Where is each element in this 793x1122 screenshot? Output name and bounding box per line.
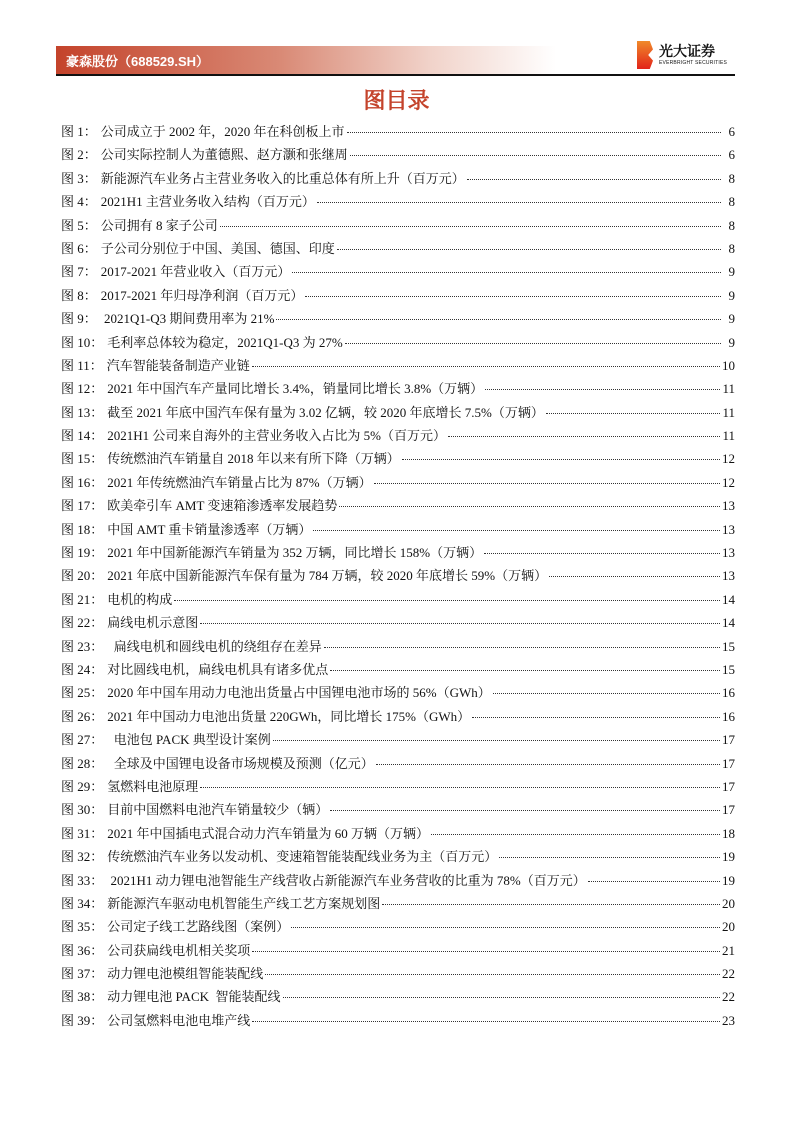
toc-leader [499,857,720,858]
toc-label: 图 27： [61,732,104,748]
toc-entry[interactable] [61,1009,735,1032]
toc-label: 图 5： [61,217,97,233]
logo-mark-icon [637,41,653,69]
toc-leader [200,787,720,788]
toc-label: 图 34： [61,895,104,911]
toc-label: 图 8： [61,287,97,303]
toc-leader [292,272,721,273]
company-name: 豪森股份（688529.SH） [66,54,210,69]
toc-title: 扁线电机和圆线电机的绕组存在差异 [107,638,322,654]
toc-entry[interactable] [61,471,735,494]
toc-entry[interactable] [61,728,735,751]
toc-leader [472,717,720,718]
toc-label: 图 7： [61,264,97,280]
toc-title: 对比圆线电机，扁线电机具有诸多优点 [107,661,329,677]
toc-page: 19 [722,872,735,888]
toc-leader [431,834,720,835]
toc-page: 11 [722,428,735,444]
toc-leader [374,483,720,484]
toc-entry[interactable] [61,564,735,587]
toc-page: 16 [722,685,735,701]
toc-label: 图 35： [61,919,104,935]
toc-leader [200,623,720,624]
toc-leader [588,881,720,882]
toc-entry[interactable] [61,143,735,166]
toc-page: 11 [722,381,735,397]
toc-leader [273,740,720,741]
toc-entry[interactable] [61,214,735,237]
toc-page: 20 [722,919,735,935]
toc-entry[interactable] [61,845,735,868]
toc-label: 图 12： [61,381,104,397]
toc-leader [330,670,720,671]
logo-en: EVERBRIGHT SECURITIES [659,60,728,66]
toc-label: 图 26： [61,708,104,724]
toc-entry[interactable] [61,985,735,1008]
toc-entry[interactable] [61,705,735,728]
toc-title: 2021 年中国新能源汽车销量为 352 万辆，同比增长 158%（万辆） [107,545,483,561]
toc-label: 图 28： [61,755,104,771]
toc-entry[interactable] [61,424,735,447]
toc-label: 图 33： [61,872,104,888]
toc-label: 图 31： [61,825,104,841]
toc-entry[interactable] [61,190,735,213]
figure-toc [61,120,735,1032]
toc-title: 2017-2021 年归母净利润（百万元） [100,287,304,303]
toc-label: 图 11： [61,357,103,373]
toc-page: 22 [722,966,735,982]
toc-entry[interactable] [61,307,735,330]
toc-title: 动力锂电池模组智能装配线 [107,966,264,982]
toc-title: 2021 年中国插电式混合动力汽车销量为 60 万辆（万辆） [107,825,430,841]
toc-title: 扁线电机示意图 [107,615,199,631]
toc-page: 17 [722,732,735,748]
toc-title: 公司拥有 8 家子公司 [100,217,218,233]
toc-entry[interactable] [61,284,735,307]
toc-title: 汽车智能装备制造产业链 [106,357,250,373]
toc-title: 毛利率总体较为稳定，2021Q1-Q3 为 27% [107,334,343,350]
toc-leader [484,553,720,554]
toc-title: 传统燃油汽车业务以发动机、变速箱智能装配线业务为主（百万元） [107,849,498,865]
toc-page: 23 [722,1012,735,1028]
toc-title: 2021H1 公司来自海外的主营业务收入占比为 5%（百万元） [107,428,446,444]
toc-label: 图 39： [61,1012,104,1028]
toc-page: 9 [728,311,735,327]
toc-page: 21 [722,942,735,958]
toc-label: 图 23： [61,638,104,654]
toc-page: 18 [722,825,735,841]
toc-entry[interactable] [61,494,735,517]
toc-entry[interactable] [61,915,735,938]
toc-label: 图 36： [61,942,104,958]
toc-title: 新能源汽车业务占主营业务收入的比重总体有所上升（百万元） [100,170,465,186]
toc-leader [305,296,721,297]
toc-title: 中国 AMT 重卡销量渗透率（万辆） [107,521,312,537]
toc-entry[interactable] [61,939,735,962]
toc-page: 13 [722,498,735,514]
toc-page: 12 [722,451,735,467]
toc-leader [347,132,721,133]
toc-label: 图 19： [61,545,104,561]
toc-leader [339,506,720,507]
everbright-logo [637,41,727,69]
toc-label: 图 37： [61,966,104,982]
logo-cn: 光大证券 [659,44,715,60]
toc-title: 2021H1 动力锂电池智能生产线营收占新能源汽车业务营收的比重为 78%（百万元） [107,872,586,888]
toc-label: 图 9： [61,311,97,327]
toc-entry[interactable] [61,752,735,775]
toc-title: 电机的构成 [107,591,173,607]
toc-entry[interactable] [61,401,735,424]
toc-page: 14 [722,591,735,607]
toc-page: 9 [728,334,735,350]
toc-leader [252,951,720,952]
toc-label: 图 14： [61,428,104,444]
toc-entry[interactable] [61,681,735,704]
toc-entry[interactable] [61,798,735,821]
toc-leader [467,179,721,180]
toc-page: 15 [722,661,735,677]
toc-title: 目前中国燃料电池汽车销量较少（辆） [107,802,329,818]
toc-leader [382,904,720,905]
toc-label: 图 38： [61,989,104,1005]
toc-title: 截至 2021 年底中国汽车保有量为 3.02 亿辆，较 2020 年底增长 7.5%（万辆） [107,404,544,420]
toc-page: 8 [728,240,735,256]
toc-title: 欧美牵引车 AMT 变速箱渗透率发展趋势 [107,498,338,514]
toc-page: 17 [722,802,735,818]
toc-label: 图 32： [61,849,104,865]
toc-leader [549,576,720,577]
toc-leader [265,974,720,975]
toc-page: 9 [728,264,735,280]
toc-entry[interactable] [61,120,735,143]
toc-label: 图 3： [61,170,97,186]
toc-title: 传统燃油汽车销量自 2018 年以来有所下降（万辆） [107,451,400,467]
toc-title: 2020 年中国车用动力电池出货量占中国锂电池市场的 56%（GWh） [107,685,491,701]
toc-leader [324,647,720,648]
toc-title: 公司定子线工艺路线图（案例） [107,919,290,935]
toc-label: 图 2： [61,147,97,163]
toc-entry[interactable] [61,869,735,892]
toc-title: 2017-2021 年营业收入（百万元） [100,264,291,280]
toc-page: 8 [728,194,735,210]
toc-label: 图 6： [61,240,97,256]
toc-label: 图 30： [61,802,104,818]
toc-leader [337,249,721,250]
toc-leader [546,413,721,414]
toc-title: 公司成立于 2002 年，2020 年在科创板上市 [100,124,345,139]
toc-entry[interactable] [61,331,735,354]
toc-label: 图 15： [61,451,104,467]
toc-page: 13 [722,521,735,537]
toc-entry[interactable] [61,822,735,845]
toc-label: 图 1： [61,124,97,139]
toc-title: 子公司分别位于中国、美国、德国、印度 [100,240,335,256]
toc-entry[interactable] [61,635,735,658]
toc-title: 2021 年传统燃油汽车销量占比为 87%（万辆） [107,474,372,490]
toc-label: 图 16： [61,474,104,490]
toc-leader [345,343,721,344]
toc-page: 15 [722,638,735,654]
toc-leader [317,202,721,203]
toc-page: 11 [722,404,735,420]
toc-entry[interactable] [61,611,735,634]
toc-title: 电池包 PACK 典型设计案例 [107,732,271,748]
toc-label: 图 20： [61,568,104,584]
toc-title: 新能源汽车驱动电机智能生产线工艺方案规划图 [107,895,381,911]
toc-label: 图 24： [61,661,104,677]
toc-entry[interactable] [61,377,735,400]
toc-entry[interactable] [61,892,735,915]
toc-page: 9 [728,287,735,303]
toc-leader [350,155,721,156]
toc-entry[interactable] [61,658,735,681]
toc-page: 22 [722,989,735,1005]
toc-leader [493,693,720,694]
toc-leader [276,319,721,320]
toc-page: 13 [722,545,735,561]
toc-leader [220,226,721,227]
toc-title: 2021 年中国汽车产量同比增长 3.4%，销量同比增长 3.8%（万辆） [107,381,484,397]
toc-page: 19 [722,849,735,865]
toc-entry[interactable] [61,167,735,190]
toc-leader [252,1021,720,1022]
toc-title: 2021H1 主营业务收入结构（百万元） [100,194,315,210]
toc-page: 14 [722,615,735,631]
toc-label: 图 17： [61,498,104,514]
toc-label: 图 29： [61,778,104,794]
toc-leader [376,764,720,765]
toc-title: 公司获扁线电机相关奖项 [107,942,251,958]
toc-title: 动力锂电池 PACK 智能装配线 [107,989,281,1005]
toc-entry[interactable] [61,518,735,541]
page-title: 图目录 [363,89,430,114]
toc-entry[interactable] [61,260,735,283]
toc-leader [291,927,720,928]
toc-page: 16 [722,708,735,724]
toc-page: 6 [728,124,735,139]
toc-page: 17 [722,755,735,771]
toc-page: 6 [728,147,735,163]
toc-leader [485,389,720,390]
toc-entry[interactable] [61,354,735,377]
toc-label: 图 21： [61,591,104,607]
toc-page: 17 [722,778,735,794]
toc-page: 12 [722,474,735,490]
toc-page: 13 [722,568,735,584]
toc-title: 2021 年中国动力电池出货量 220GWh，同比增长 175%（GWh） [107,708,471,724]
toc-page: 8 [728,217,735,233]
toc-title: 公司实际控制人为董德熙、赵方灏和张继周 [100,147,348,163]
toc-page: 10 [722,357,735,373]
toc-label: 图 22： [61,615,104,631]
toc-leader [283,997,721,998]
toc-label: 图 10： [61,334,104,350]
toc-title: 2021Q1-Q3 期间费用率为 21% [100,311,275,327]
toc-label: 图 25： [61,685,104,701]
toc-title: 2021 年底中国新能源汽车保有量为 784 万辆，较 2020 年底增长 59%（万辆） [107,568,548,584]
toc-label: 图 13： [61,404,104,420]
toc-entry[interactable] [61,775,735,798]
toc-label: 图 18： [61,521,104,537]
toc-title: 氢燃料电池原理 [107,778,199,794]
toc-leader [448,436,720,437]
toc-entry[interactable] [61,541,735,564]
toc-leader [402,459,720,460]
toc-label: 图 4： [61,194,97,210]
toc-entry[interactable] [61,447,735,470]
toc-page: 20 [722,895,735,911]
toc-entry[interactable] [61,588,735,611]
toc-leader [313,530,720,531]
header-divider [56,74,735,76]
toc-title: 全球及中国锂电设备市场规模及预测（亿元） [107,755,374,771]
toc-leader [330,810,720,811]
toc-page: 8 [728,170,735,186]
toc-title: 公司氢燃料电池电堆产线 [107,1012,251,1028]
toc-leader [174,600,720,601]
toc-entry[interactable] [61,962,735,985]
toc-leader [252,366,720,367]
toc-entry[interactable] [61,237,735,260]
